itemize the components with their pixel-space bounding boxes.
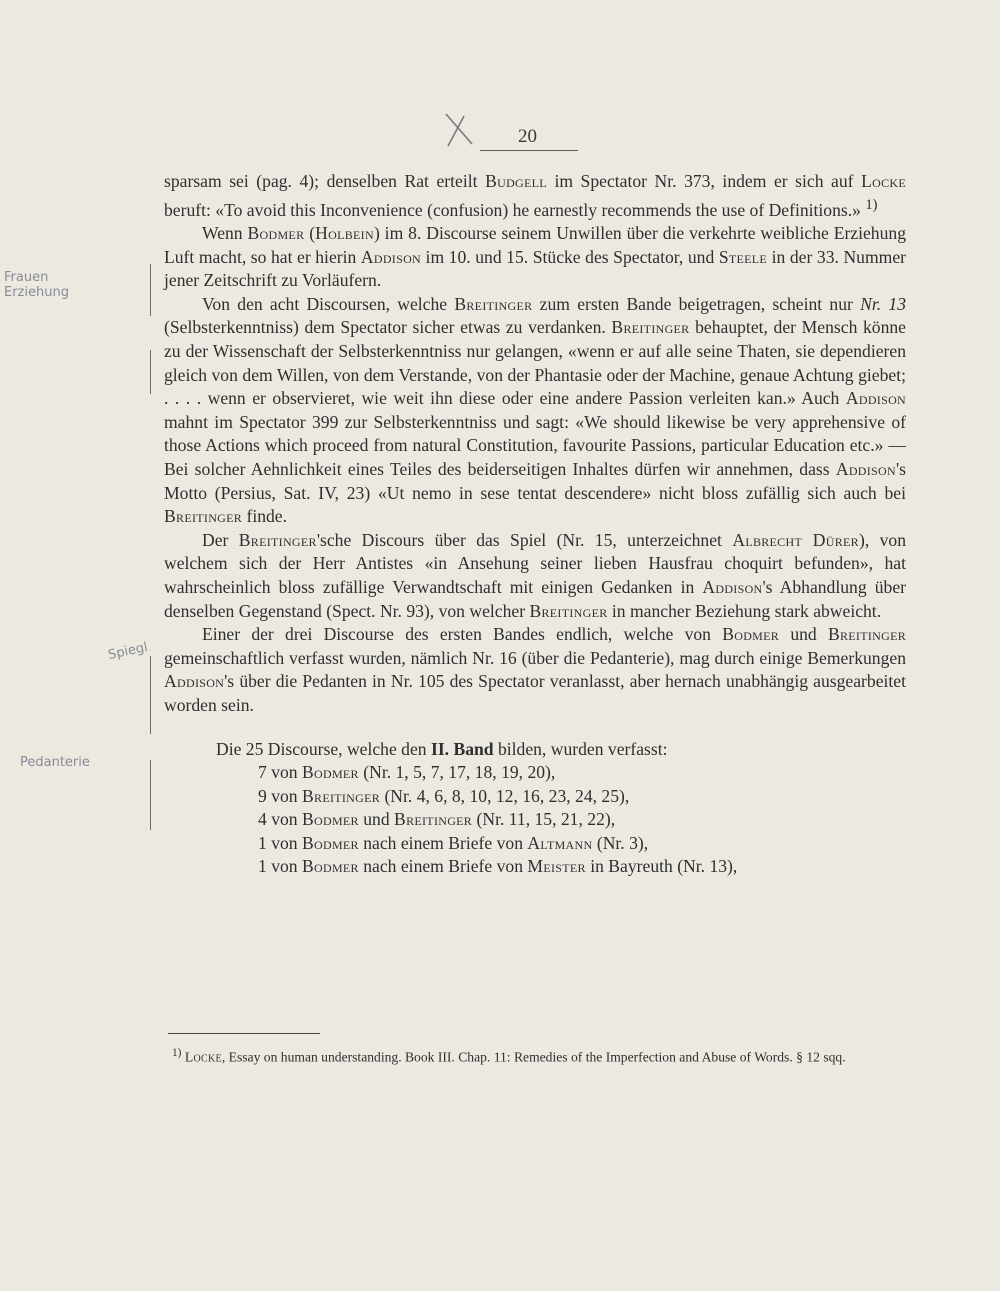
header-rule <box>480 150 578 151</box>
margin-note-spiel: Spiegl <box>106 640 150 663</box>
paragraph-5: Einer der drei Discourse des ersten Bandes endlich, welche von Bodmer und Breitinger gemeinschaftlich verfasst wurden, nämlich Nr. 16 (über die Pedanterie), mag durch einige Bemerkungen Addison's über die Pedanten in Nr. 105 des Spectator veranlasst, aber hernach unabhängig ausgearbeitet worden sein. <box>164 624 907 715</box>
margin-bar <box>150 264 151 316</box>
margin-bar <box>150 350 151 394</box>
footnote: $^{1)}$ Locke, Essay on human understanding. Book III. Chap. 11: Remedies of the Imperfection and Abuse of Words. § 12 sqq. <box>172 1047 846 1065</box>
list-item: 1 von Bodmer nach einem Briefe von Altmann (Nr. 3), <box>258 832 649 853</box>
margin-bar <box>150 760 151 830</box>
paragraph-2: Wenn Bodmer (Holbein) im 8. Discourse seinem Unwillen über die verkehrte weibliche Erziehung Luft macht, so hat er hierin Addison im 10. und 15. Stücke des Spectator, und Steele in der 33. Nummer jener Zeitschrift zu Vorläufern. <box>164 223 906 291</box>
list-item: 9 von Breitinger (Nr. 4, 6, 8, 10, 12, 16, 23, 24, 25), <box>258 785 630 806</box>
footnote-reference: 1) <box>865 196 878 213</box>
paragraph-3: Von den acht Discoursen, welche Breitinger zum ersten Bande beigetragen, scheint nur Nr. 13 (Selbsterkenntniss) dem Spectator sicher etwas zu verdanken. Breitinger behauptet, der Mensch könne zu der Wissenschaft der Selbsterkenntniss nur gelangen, «wenn er auf alle seine Thaten, sie dependieren gleich von dem Willen, von dem Verstande, von der Phantasie oder der Machine, genaue Achtung giebet; . . . . wenn er observieret, wie weit ihn diese oder eine andere Passion verleiten kan.» Auch Addison mahnt im Spectator 399 zur Selbsterkenntniss und sagt: «We should likewise be very apprehensive of those Actions which proceed from natural Constitution, favourite Passions, particular Education etc.» — Bei solcher Aehnlichkeit eines Teiles des beiderseitigen Inhaltes dürfen wir annehmen, dass Addison's Motto (Persius, Sat. IV, 23) «Ut nemo in sese tentat descendere» nicht bloss zufällig sich auch bei Breitinger finde. <box>164 293 906 527</box>
discourse-list <box>164 738 906 880</box>
margin-note-erziehung: Frauen Erziehung <box>4 270 69 300</box>
paragraph-1: sparsam sei (pag. 4); denselben Rat erteilt Budgell im Spectator Nr. 373, indem er sich auf Locke beruft: «To avoid this Inconvenience (confusion) he earnestly recommends the use of Definitions.» $^{1)}$ <box>164 171 906 220</box>
footnote-mark: 1) <box>172 1047 182 1059</box>
paragraph-4: Der Breitinger'sche Discours über das Spiel (Nr. 15, unterzeichnet Albrecht Dürer), von welchem sich der Herr Antistes «in Ansehung seiner lieben Hausfrau choquirt befunden», hat wahrscheinlich bloss zufällige Verwandtschaft mit einigen Gedanken in Addison's Abhandlung über denselben Gegenstand (Spect. Nr. 93), von welcher Breitinger in mancher Beziehung stark abweicht. <box>164 529 907 621</box>
list-item: 4 von Bodmer und Breitinger (Nr. 11, 15, 21, 22), <box>258 809 616 830</box>
list-intro: Die 25 Discourse, welche den II. Band bilden, wurden verfasst: <box>216 738 668 759</box>
list-item: 7 von Bodmer (Nr. 1, 5, 7, 17, 18, 19, 20), <box>258 762 556 783</box>
margin-bar <box>150 656 151 734</box>
margin-note-pedanterie: Pedanterie <box>20 755 90 770</box>
page-header <box>440 110 600 154</box>
pencil-x-mark <box>440 110 478 150</box>
page-number: 20 <box>518 126 537 147</box>
list-item: 1 von Bodmer nach einem Briefe von Meister in Bayreuth (Nr. 13), <box>258 856 738 877</box>
body-text <box>164 170 906 879</box>
footnote-rule <box>168 1033 320 1034</box>
